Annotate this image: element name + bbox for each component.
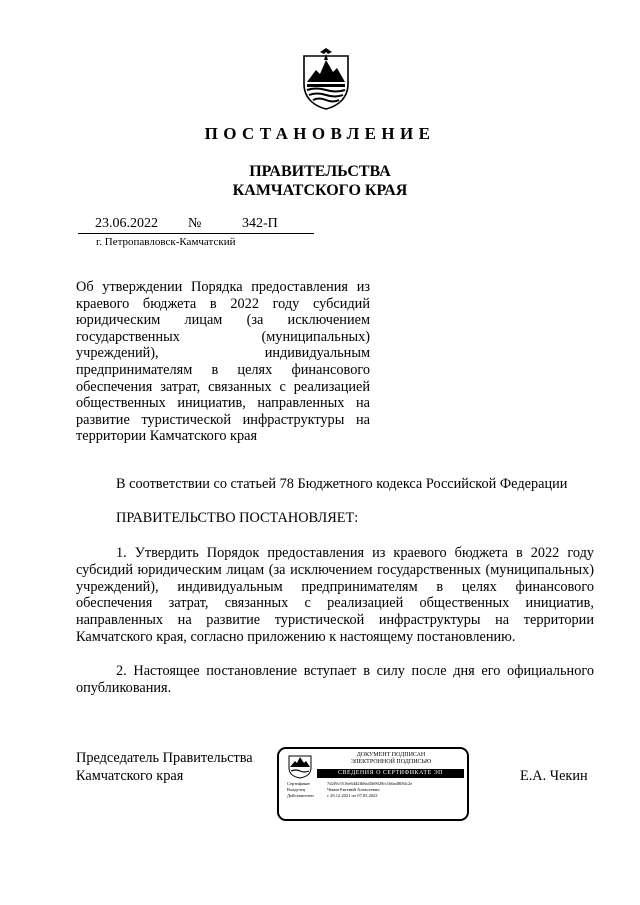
stamp-emblem-icon: [287, 753, 313, 779]
signatory-position-line-1: Председатель Правительства: [76, 750, 253, 766]
stamp-certificate-bar: СВЕДЕНИЯ О СЕРТИФИКАТЕ ЭП: [317, 769, 464, 778]
document-date: 23.06.2022: [95, 216, 158, 231]
signatory-name: Е.А. Чекин: [520, 768, 588, 784]
date-underline: [78, 233, 314, 234]
owner-value: Чекин Евгений Алексеевич: [327, 787, 380, 792]
decree-heading: ПРАВИТЕЛЬСТВО ПОСТАНОВЛЯЕТ:: [116, 510, 359, 526]
document-title: ПОСТАНОВЛЕНИЕ: [204, 124, 436, 143]
owner-label: Владелец: [287, 787, 306, 792]
valid-value: с 28.12.2021 по 07.03.2023: [327, 793, 378, 798]
cert-label: Сертификат: [287, 781, 310, 786]
valid-label: Действителен: [287, 793, 314, 798]
stamp-header: [319, 752, 463, 766]
document-subject: Об утверждении Порядка предоставления из краевого бюджета в 2022 году субсидий юридическим лицам (за исключением государственных (муниципальных) учреждений), индивидуальным предпринимателям в целях финансового обеспечения затрат, связанных с реализацией общественных инициатив, направленных на развитие туристической инфраструктуры на территории Камчатского края: [76, 279, 370, 445]
stamp-details: [287, 781, 412, 799]
stamp-header-line-1: ДОКУМЕНТ ПОДПИСАН: [356, 752, 426, 758]
city-label: г. Петропавловск-Камчатский: [96, 236, 236, 248]
clause-2: 2. Настоящее постановление вступает в силу после дня его официального опубликования.: [76, 663, 594, 696]
electronic-signature-stamp: [277, 747, 469, 821]
legal-basis: В соответствии со статьей 78 Бюджетного кодекса Российской Федерации: [116, 476, 568, 492]
signatory-position: [76, 749, 253, 785]
issuer-line-1: ПРАВИТЕЛЬСТВА: [249, 163, 391, 180]
stamp-header-line-2: ЭЛЕКТРОННОЙ ПОДПИСЬЮ: [350, 759, 432, 765]
issuer-line-2: КАМЧАТСКОГО КРАЯ: [232, 182, 408, 199]
clause-1: 1. Утвердить Порядок предоставления из краевого бюджета в 2022 году субсидий юридическим лицам (за исключением государственных (муниципальных) учреждений), индивидуальным предпринимателям в целях финансового обеспечения затрат, связанных с реализацией общественных инициатив, направленных на развитие туристической инфраструктуры на территории Камчатского края, согласно приложению к настоящему постановлению.: [76, 545, 594, 645]
number-sign: №: [188, 216, 202, 231]
signatory-position-line-2: Камчатского края: [76, 768, 184, 784]
document-number: 342-П: [242, 216, 278, 231]
cert-value: 7d2f9c5516e64d2fb8a45b9029fc1b6ad8f84c2e: [327, 781, 413, 786]
coat-of-arms-icon: [298, 46, 354, 110]
